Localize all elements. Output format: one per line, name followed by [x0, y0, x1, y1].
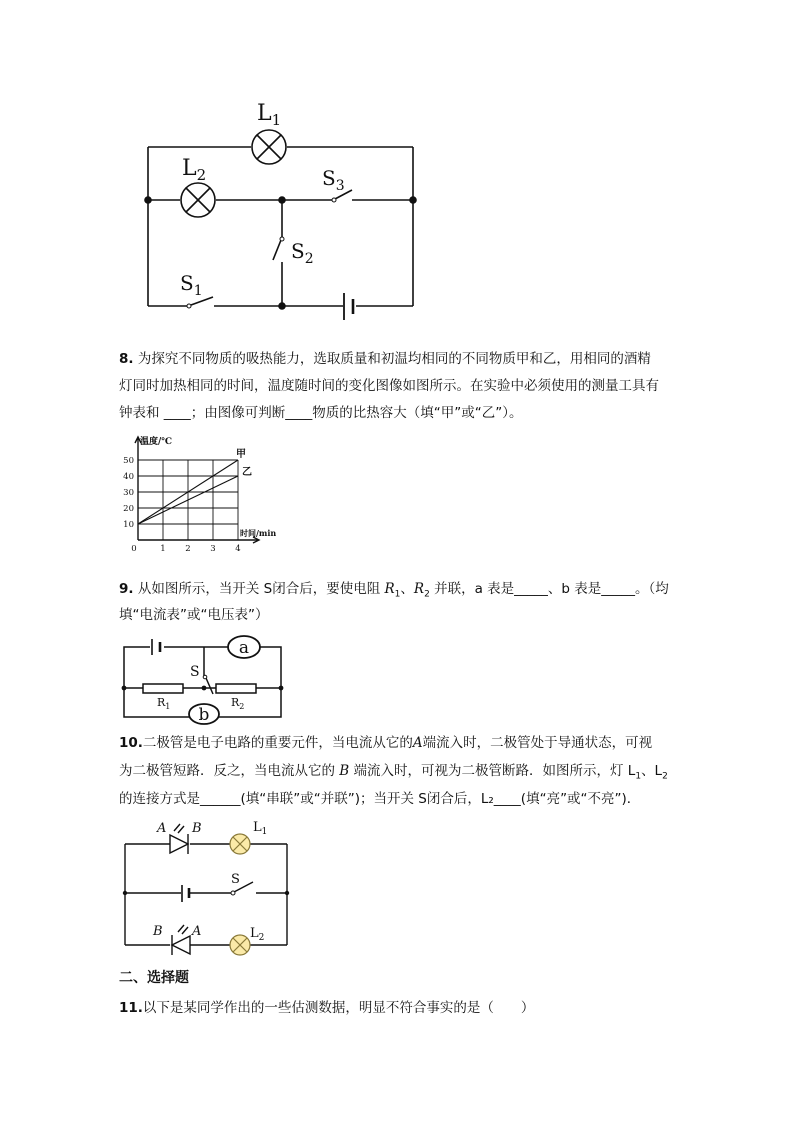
temperature-time-chart: [118, 434, 298, 566]
label-L1: $L_1$: [253, 820, 268, 837]
q8-line-2: 灯同时加热相同的时间，温度随时间的变化图像如图所示。在实验中必须使用的测量工具有: [119, 378, 659, 394]
meter-b-label: b: [198, 705, 210, 725]
label-L2: $L_2$: [182, 156, 207, 184]
x-tick-label-1: 1: [160, 544, 166, 554]
x-tick-label-3: 3: [210, 544, 216, 554]
top-diode-A: A: [157, 821, 167, 836]
label-S3: $S_3$: [322, 166, 345, 194]
label-R2: $R_2$: [231, 696, 245, 711]
meter-a-label: a: [238, 638, 250, 658]
y-axis-label: 温度/℃: [140, 437, 173, 447]
label-S2: $S_2$: [291, 239, 314, 267]
y-tick-label-10: 10: [123, 520, 134, 530]
q9-line-1: 9. 从如图所示，当开关 S闭合后，要使电阻 $R_1$、$R_2$ 并联，a 表是_____、b 表是_____。（均: [119, 581, 669, 600]
q11-line: 11.以下是某同学作出的一些估测数据，明显不符合事实的是（ ）: [119, 1000, 535, 1016]
circuit-diagram-q9: [0, 630, 794, 725]
label-S1: $S_1$: [180, 271, 203, 299]
label-L2: $L_2$: [250, 926, 265, 943]
series-label-1: 甲: [236, 449, 246, 460]
switch-S-label: S: [190, 664, 200, 680]
series-label-2: 乙: [242, 467, 252, 478]
y-tick-label-30: 30: [123, 488, 134, 498]
y-tick-label-50: 50: [123, 456, 134, 466]
label-R1: $R_1$: [157, 696, 171, 711]
x-tick-label-2: 2: [185, 544, 191, 554]
q10-line-3: 的连接方式是______(填“串联”或“并联”)；当开关 S闭合后，L₂____(填“亮”或“不亮”)．: [119, 791, 641, 807]
bottom-diode-B: B: [153, 924, 163, 939]
x-tick-label-0: 0: [131, 544, 137, 554]
x-tick-label-4: 4: [235, 544, 241, 554]
q8-line-3: 钟表和 ____；由图像可判断____物质的比热容大（填“甲”或“乙”）。: [119, 405, 523, 421]
bottom-diode-A: A: [192, 924, 202, 939]
x-axis-label: 时间/min: [240, 528, 277, 538]
y-tick-label-40: 40: [123, 472, 134, 482]
y-tick-label-20: 20: [123, 504, 134, 514]
q10-line-1: 10.二极管是电子电路的重要元件，当电流从它的A端流入时，二极管处于导通状态，可视: [119, 735, 653, 751]
section-title-choice: 二、选择题: [119, 970, 189, 986]
switch-S-label: S: [231, 872, 240, 887]
q8-line-1: 8. 为探究不同物质的吸热能力，选取质量和初温均相同的不同物质甲和乙，用相同的酒精: [119, 351, 651, 367]
q10-line-2: 为二极管短路．反之，当电流从它的 B 端流入时，可视为二极管断路．如图所示，灯 $L_1$、$L_2$: [119, 763, 668, 782]
circuit-diagram-q7: [0, 0, 794, 340]
circuit-diagram-q10: [0, 815, 794, 950]
top-diode-B: B: [192, 821, 202, 836]
label-L1: $L_1$: [257, 101, 282, 129]
q9-line-2: 填“电流表”或“电压表”）: [119, 607, 269, 623]
